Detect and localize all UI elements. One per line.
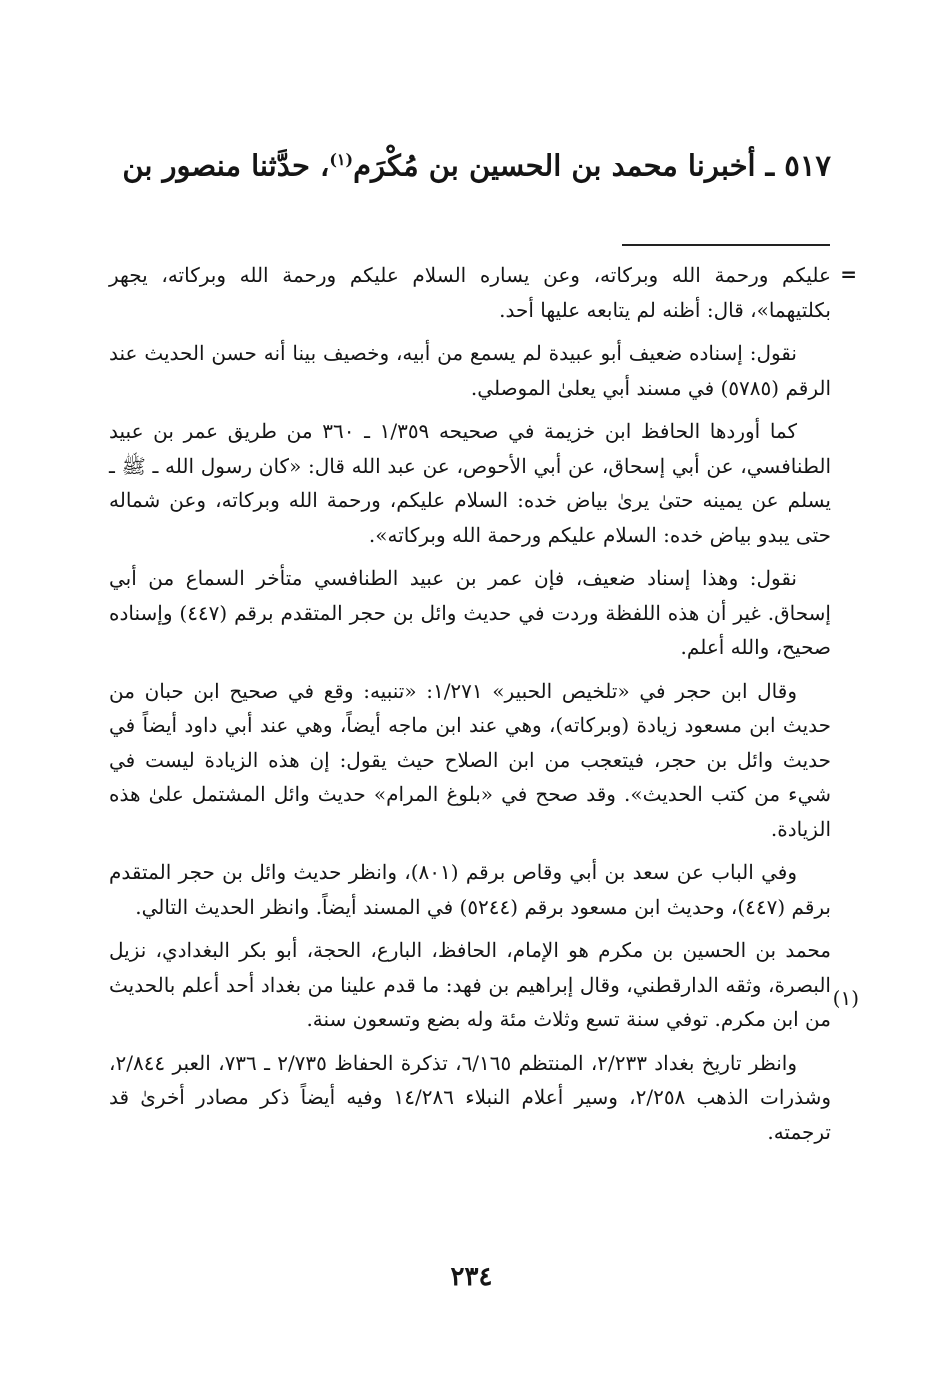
footnotes-block [109,258,831,1158]
continuation-mark: = [840,262,857,286]
footnote-1-paragraph: محمد بن الحسين بن مكرم هو الإمام، الحافظ، البارع، الحجة، أبو بكر البغدادي، نزيل البصرة، وثقه الدارقطني، وقال إبراهيم بن فهد: ما قدم علينا من بغداد أحد أعلم بالحديث من ابن مكرم. توفي سنة تسع وثلاث مئة وله بضع وتسعون سنة. [109,938,831,1031]
footnote-ref[interactable]: (١) [329,150,354,169]
footnote-paragraph: نقول: وهذا إسناد ضعيف، فإن عمر بن عبيد الطنافسي متأخر السماع من أبي إسحاق. غير أن هذه اللفظة وردت في حديث وائل بن حجر المتقدم برقم (٤٤٧) وإسناده صحيح، والله أعلم. [109,566,831,659]
hadith-text-after: ، حدَّثنا منصور بن [122,148,330,183]
footnote-paragraph: كما أوردها الحافظ ابن خزيمة في صحيحه ١/٣٥٩ ـ ٣٦٠ من طريق عمر بن عبيد الطنافسي، عن أبي إسحاق، عن أبي الأحوص، عن عبد الله قال: «كان رسول الله ـ ﷺ ـ يسلم عن يمينه حتىٰ يرىٰ بياض خده: السلام عليكم، ورحمة الله وبركاته، وعن شماله حتى يبدو بياض خده: السلام عليكم ورحمة الله وبركاته». [109,419,831,547]
hadith-opening-line [111,138,831,188]
footnote-1-number: (١) [832,986,859,1010]
footnote-paragraph: عليكم ورحمة الله وبركاته، وعن يساره السلام عليكم ورحمة الله وبركاته، يجهر بكلتيهما»، قال: أظنه لم يتابعه عليها أحد. [109,263,831,322]
footnote-separator [622,244,830,246]
footnote-1-paragraph: وانظر تاريخ بغداد ٢/٢٣٣، المنتظم ٦/١٦٥، تذكرة الحفاظ ٢/٧٣٥ ـ ٧٣٦، العبر ٢/٨٤٤، وشذرات الذهب ٢/٢٥٨، وسير أعلام النبلاء ١٤/٢٨٦ وفيه أيضاً ذكر مصادر أخرىٰ قد ترجمته. [109,1050,831,1144]
page-number: ٢٣٤ [450,1262,493,1292]
footnote-paragraph: وفي الباب عن سعد بن أبي وقاص برقم (٨٠١)، وانظر حديث وائل بن حجر المتقدم برقم (٤٤٧)، وحديث ابن مسعود برقم (٥٢٤٤) في المسند أيضاً. وانظر الحديث التالي. [109,860,831,919]
footnote-paragraph: وقال ابن حجر في «تلخيص الحبير» ١/٢٧١: «تنبيه: وقع في صحيح ابن حبان من حديث ابن مسعود زيادة (وبركاته)، وهي عند ابن ماجه أيضاً، وهي عند أبي داود أيضاً في حديث وائل بن حجر، فيتعجب من ابن الصلاح حيث يقول: إن هذه الزيادة ليست في شيء من كتب الحديث». وقد صحح في «بلوغ المرام» حديث وائل المشتمل علىٰ هذه الزيادة. [109,678,831,841]
hadith-text: ٥١٧ ـ أخبرنا محمد بن الحسين بن مُكْرَم [353,148,831,183]
footnote-paragraph: نقول: إسناده ضعيف أبو عبيدة لم يسمع من أبيه، وخصيف بينا أنه حسن الحديث عند الرقم (٥٧٨٥) في مسند أبي يعلىٰ الموصلي. [109,341,831,400]
